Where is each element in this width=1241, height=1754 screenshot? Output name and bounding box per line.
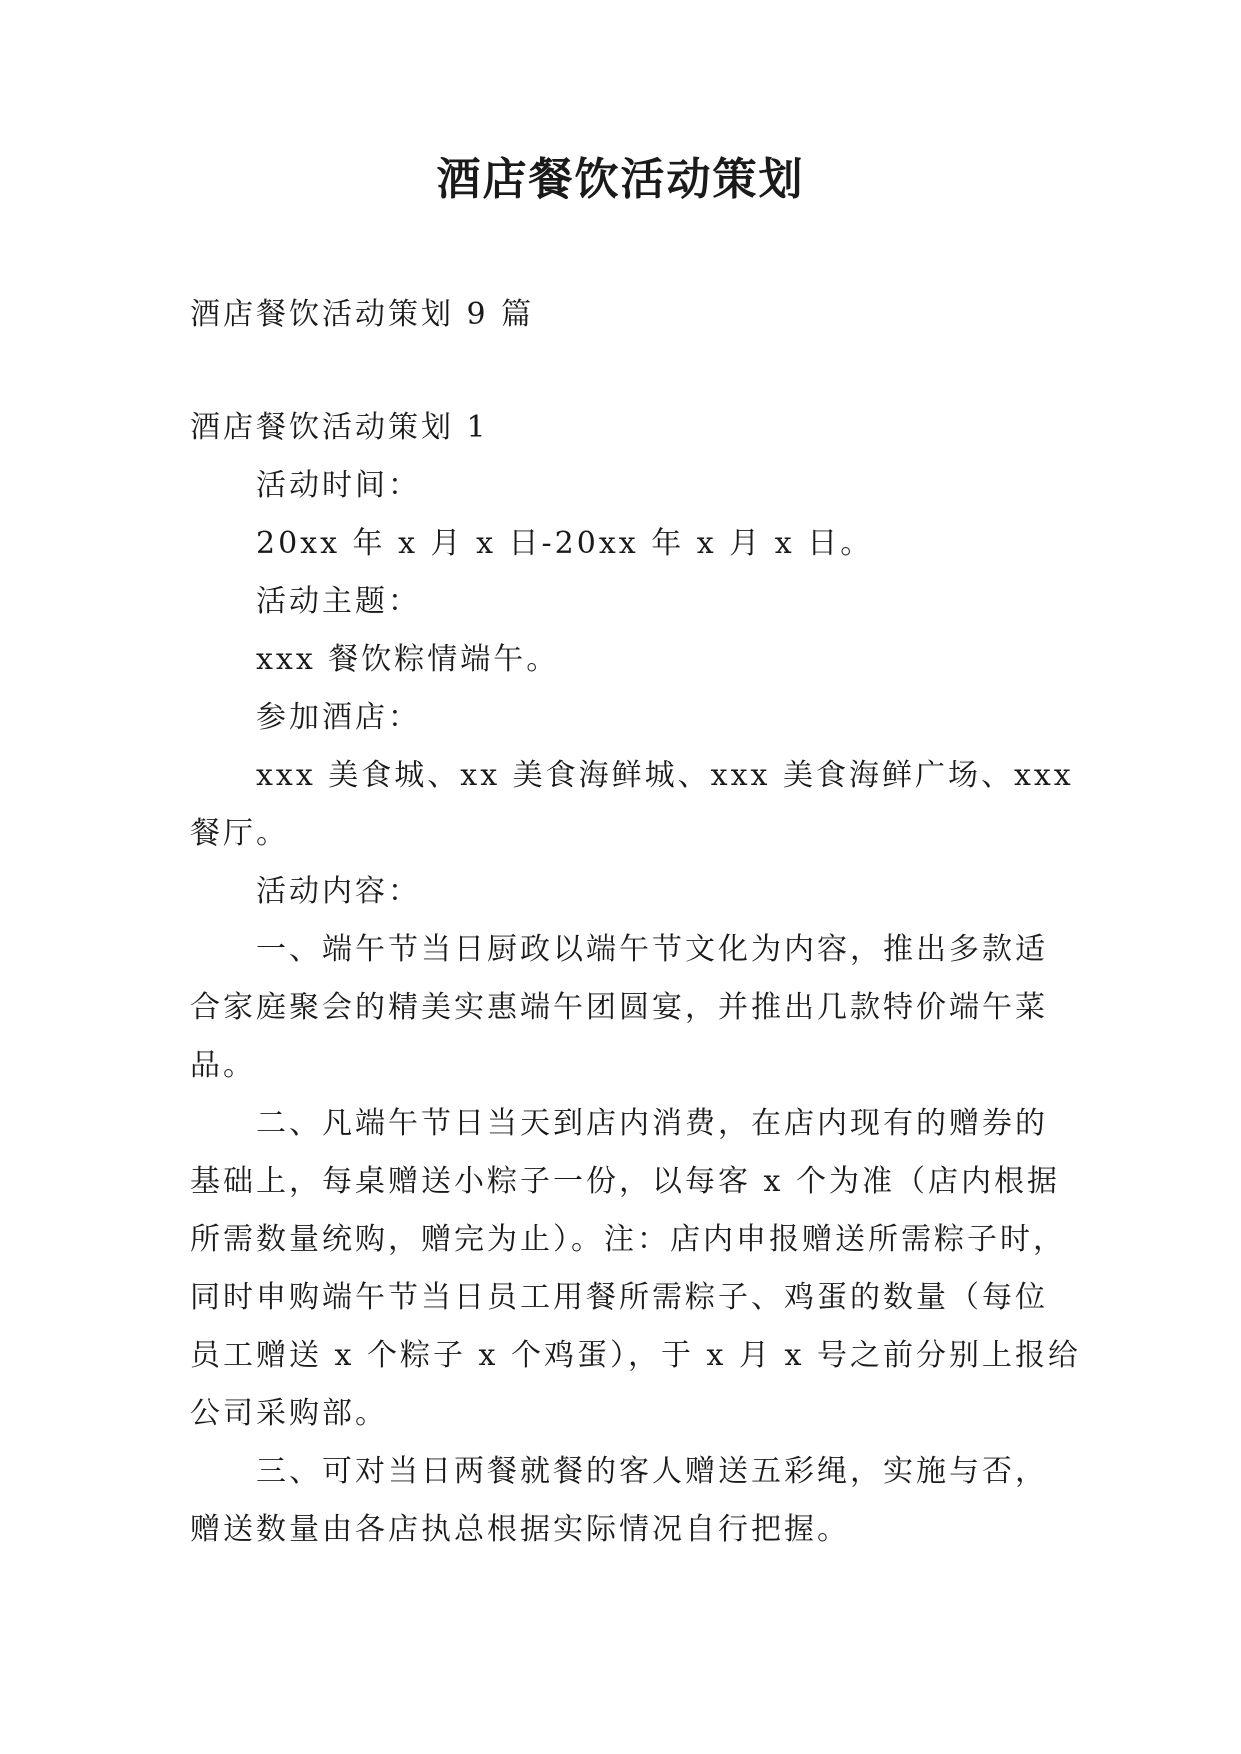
paragraph-line: 赠送数量由各店执总根据实际情况自行把握。 xyxy=(190,1512,850,1547)
paragraph-line: xxx 美食城、xx 美食海鲜城、xxx 美食海鲜广场、xxx xyxy=(256,758,1074,793)
paragraph-line: 活动主题： xyxy=(256,584,421,619)
collection-heading: 酒店餐饮活动策划 9 篇 xyxy=(190,297,535,332)
paragraph-line: 一、端午节当日厨政以端午节文化为内容，推出多款适 xyxy=(256,932,1048,967)
paragraph-line: 所需数量统购，赠完为止）。注：店内申报赠送所需粽子时， xyxy=(190,1222,1066,1257)
paragraph-line: xxx 餐饮粽情端午。 xyxy=(256,642,560,677)
section-heading: 酒店餐饮活动策划 1 xyxy=(190,410,489,445)
paragraph-line: 同时申购端午节当日员工用餐所需粽子、鸡蛋的数量（每位 xyxy=(190,1280,1048,1315)
paragraph-line: 公司采购部。 xyxy=(190,1396,388,1431)
paragraph-line: 20xx 年 x 月 x 日-20xx 年 x 月 x 日。 xyxy=(256,526,874,561)
paragraph-line: 活动时间： xyxy=(256,468,421,503)
paragraph-line: 员工赠送 x 个粽子 x 个鸡蛋），于 x 月 x 号之前分别上报给 xyxy=(190,1338,1081,1373)
paragraph-line: 基础上，每桌赠送小粽子一份，以每客 x 个为准（店内根据 xyxy=(190,1164,1060,1199)
paragraph-line: 品。 xyxy=(190,1048,256,1083)
paragraph-line: 合家庭聚会的精美实惠端午团圆宴，并推出几款特价端午菜 xyxy=(190,990,1048,1025)
document-title: 酒店餐饮活动策划 xyxy=(436,154,805,205)
paragraph-line: 餐厅。 xyxy=(190,816,289,851)
paragraph-line: 二、凡端午节日当天到店内消费，在店内现有的赠券的 xyxy=(256,1106,1048,1141)
paragraph-line: 活动内容： xyxy=(256,874,421,909)
paragraph-line: 参加酒店： xyxy=(256,700,421,735)
paragraph-line: 三、可对当日两餐就餐的客人赠送五彩绳，实施与否， xyxy=(256,1454,1048,1489)
